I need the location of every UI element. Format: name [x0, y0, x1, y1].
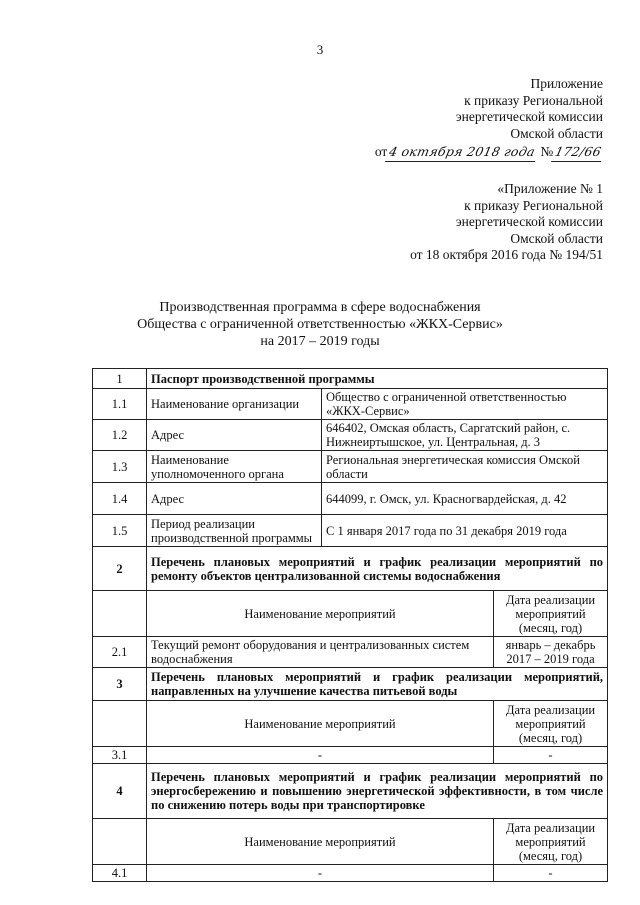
field-value: Общество с ограниченной ответственностью «ЖКХ-Сервис» — [322, 389, 608, 420]
section-title: Перечень плановых мероприятий и график реализации мероприятий по энергосбережению и повышению энергетической эффективности, в том числе по снижению потерь воды при транспортировке — [147, 764, 608, 819]
event-name: - — [147, 747, 494, 764]
column-header-date: Дата реализации мероприятий (месяц, год) — [494, 701, 608, 747]
table-row — [93, 369, 608, 389]
section-number: 3 — [93, 668, 147, 701]
table-row — [93, 547, 608, 591]
title-line: Общества с ограниченной ответственностью «ЖКХ-Сервис» — [137, 317, 503, 332]
appendix-line: от 18 октября 2016 года № 194/51 — [410, 247, 603, 263]
date-prefix: от — [374, 144, 388, 160]
field-label: Период реализации производственной программы — [147, 515, 322, 547]
row-number: 2.1 — [93, 637, 147, 668]
field-value: С 1 января 2017 года по 31 декабря 2019 года — [322, 515, 608, 547]
table-row — [93, 637, 608, 668]
table-row — [93, 764, 608, 819]
event-date: январь – декабрь 2017 – 2019 года — [494, 637, 608, 668]
table-row — [93, 747, 608, 764]
section-number: 1 — [93, 369, 147, 389]
row-number: 1.1 — [93, 389, 147, 420]
field-label: Наименование организации — [147, 389, 322, 420]
table-row — [93, 515, 608, 547]
title-line: Производственная программа в сфере водоснабжения — [159, 300, 481, 315]
empty-cell — [93, 591, 147, 637]
column-header-event: Наименование мероприятий — [147, 819, 494, 865]
appendix-line: «Приложение № 1 — [497, 181, 603, 196]
table-row — [93, 668, 608, 701]
row-number: 1.4 — [93, 483, 147, 515]
appendix-line: к приказу Региональной — [464, 197, 603, 213]
previous-appendix-header — [410, 181, 603, 264]
appendix-line: энергетической комиссии — [455, 109, 603, 125]
order-date-line — [375, 144, 603, 162]
event-date: - — [494, 865, 608, 882]
table-row — [93, 483, 608, 515]
handwritten-number: 172/66 — [551, 144, 605, 162]
field-label: Адрес — [147, 483, 322, 515]
event-name: Текущий ремонт оборудования и централизованных систем водоснабжения — [147, 637, 494, 668]
appendix-header — [375, 76, 603, 162]
table-row — [93, 591, 608, 637]
table-row — [93, 420, 608, 451]
empty-cell — [93, 701, 147, 747]
row-number: 3.1 — [93, 747, 147, 764]
appendix-line: к приказу Региональной — [464, 92, 603, 108]
appendix-line: энергетической комиссии — [455, 214, 603, 230]
empty-cell — [93, 819, 147, 865]
event-name: - — [147, 865, 494, 882]
row-number: 1.2 — [93, 420, 147, 451]
column-header-event: Наименование мероприятий — [147, 591, 494, 637]
program-table — [92, 368, 608, 882]
row-number: 1.5 — [93, 515, 147, 547]
field-label: Адрес — [147, 420, 322, 451]
document-title — [0, 299, 640, 350]
field-value: 646402, Омская область, Саргатский район, с. Нижнеиртышское, ул. Центральная, д. 3 — [322, 420, 608, 451]
number-prefix: № — [540, 144, 554, 160]
handwritten-date: 4 октября 2018 года — [385, 144, 538, 162]
field-label: Наименование уполномоченного органа — [147, 451, 322, 483]
table-row — [93, 701, 608, 747]
page-number: 3 — [316, 42, 324, 57]
field-value: 644099, г. Омск, ул. Красногвардейская, д. 42 — [322, 483, 608, 515]
table-row — [93, 865, 608, 882]
section-number: 2 — [93, 547, 147, 591]
section-title: Перечень плановых мероприятий и график реализации мероприятий, направленных на улучшение качества питьевой воды — [147, 668, 608, 701]
field-value: Региональная энергетическая комиссия Омской области — [322, 451, 608, 483]
column-header-date: Дата реализации мероприятий (месяц, год) — [494, 591, 608, 637]
appendix-line: Омской области — [510, 125, 603, 141]
row-number: 4.1 — [93, 865, 147, 882]
column-header-date: Дата реализации мероприятий (месяц, год) — [494, 819, 608, 865]
appendix-line: Омской области — [510, 230, 603, 246]
appendix-line: Приложение — [530, 76, 603, 91]
table-row — [93, 389, 608, 420]
row-number: 1.3 — [93, 451, 147, 483]
table-row — [93, 819, 608, 865]
column-header-event: Наименование мероприятий — [147, 701, 494, 747]
section-title: Перечень плановых мероприятий и график реализации мероприятий по ремонту объектов централизованной системы водоснабжения — [147, 547, 608, 591]
section-number: 4 — [93, 764, 147, 819]
event-date: - — [494, 747, 608, 764]
title-line: на 2017 – 2019 годы — [260, 334, 380, 349]
section-title: Паспорт производственной программы — [147, 369, 608, 389]
table-row — [93, 451, 608, 483]
